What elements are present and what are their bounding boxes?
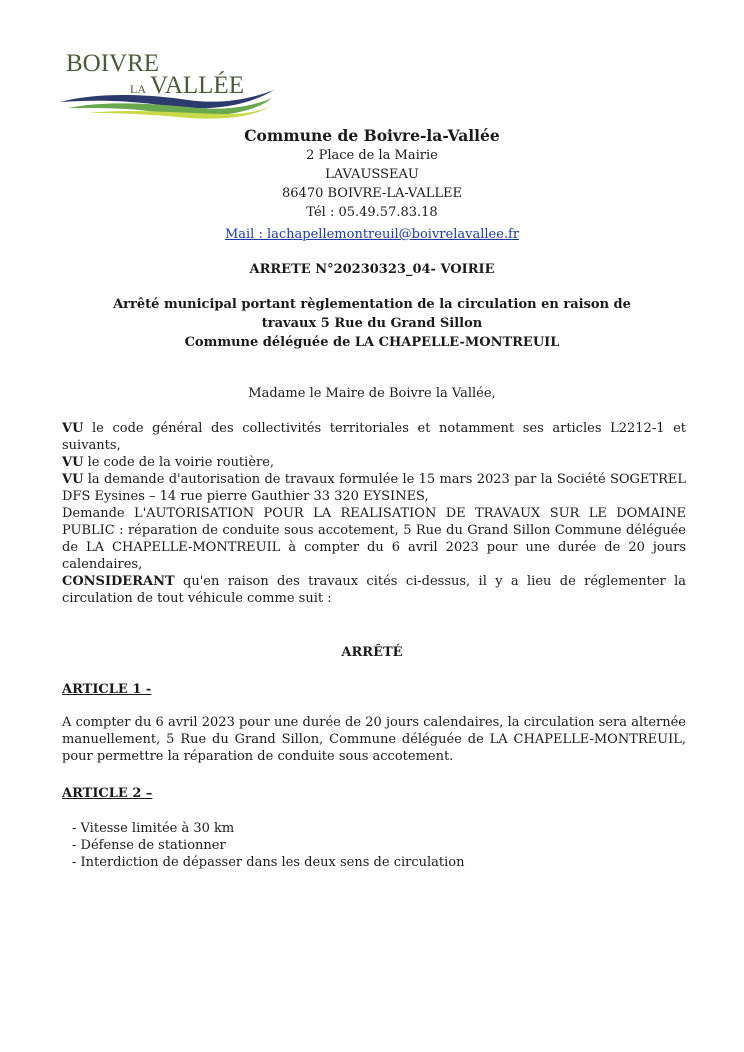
article-2-title: ARTICLE 2 –	[62, 786, 153, 801]
list-item: - Interdiction de dépasser dans les deux sens de circulation	[72, 855, 465, 870]
article-2-list	[72, 820, 465, 871]
subject-line-3: Commune déléguée de LA CHAPELLE-MONTREUIL	[184, 335, 560, 350]
article-1-text: A compter du 6 avril 2023 pour une durée de 20 jours calendaires, la circulation sera alternée manuellement, 5 Rue du Grand Sillon, Commune déléguée de LA CHAPELLE-MONTREUIL, pour permettre la réparation de conduite sous accotement.	[62, 715, 686, 764]
logo-wave-icon	[58, 86, 278, 122]
list-item: - Défense de stationner	[72, 838, 226, 853]
vu-demande: VU la demande d'autorisation de travaux formulée le 15 mars 2023 par la Société SOGETREL DFS Eysines – 14 rue pierre Gauthier 33 320 EYSINES,	[62, 472, 686, 504]
boivre-la-vallee-logo	[58, 48, 278, 124]
address-line-3: 86470 BOIVRE-LA-VALLEE	[282, 186, 462, 201]
considerant: CONSIDERANT qu'en raison des travaux cités ci-dessus, il y a lieu de réglementer la circulation de tout véhicule comme suit :	[62, 574, 686, 606]
logo-text-vallee: VALLÉE	[150, 72, 244, 99]
logo-text-la: LA	[130, 82, 146, 96]
vu-cgct: VU le code général des collectivités territoriales et notamment ses articles L2212-1 et suivants,	[62, 421, 686, 453]
considerations	[62, 420, 686, 607]
arrete-title: ARRÊTÉ	[341, 645, 403, 660]
commune-name: Commune de Boivre-la-Vallée	[244, 126, 500, 145]
demande-autorisation: Demande L'AUTORISATION POUR LA REALISATION DE TRAVAUX SUR LE DOMAINE PUBLIC : réparation de conduite sous accotement, 5 Rue du Grand Sillon Commune déléguée de LA CHAPELLE-MONTREUIL à compter du 6 avril 2023 pour une durée de 20 jours calendaires,	[62, 506, 686, 572]
logo-text-boivre: BOIVRE	[66, 50, 160, 77]
article-1-title: ARTICLE 1 -	[62, 682, 152, 697]
arrete-number: ARRETE N°20230323_04- VOIRIE	[249, 262, 495, 277]
mail-link[interactable]: Mail : lachapellemontreuil@boivrelavallee.fr	[224, 227, 520, 242]
subject-line-2: travaux 5 Rue du Grand Sillon	[261, 316, 483, 331]
salutation: Madame le Maire de Boivre la Vallée,	[248, 386, 496, 401]
subject-line-1: Arrêté municipal portant règlementation de la circulation en raison de	[113, 297, 631, 312]
list-item: - Vitesse limitée à 30 km	[72, 821, 235, 836]
address-line-1: 2 Place de la Mairie	[306, 148, 438, 163]
phone: Tél : 05.49.57.83.18	[306, 205, 438, 220]
vu-voirie: VU le code de la voirie routière,	[62, 455, 275, 470]
address-line-2: LAVAUSSEAU	[325, 167, 419, 182]
